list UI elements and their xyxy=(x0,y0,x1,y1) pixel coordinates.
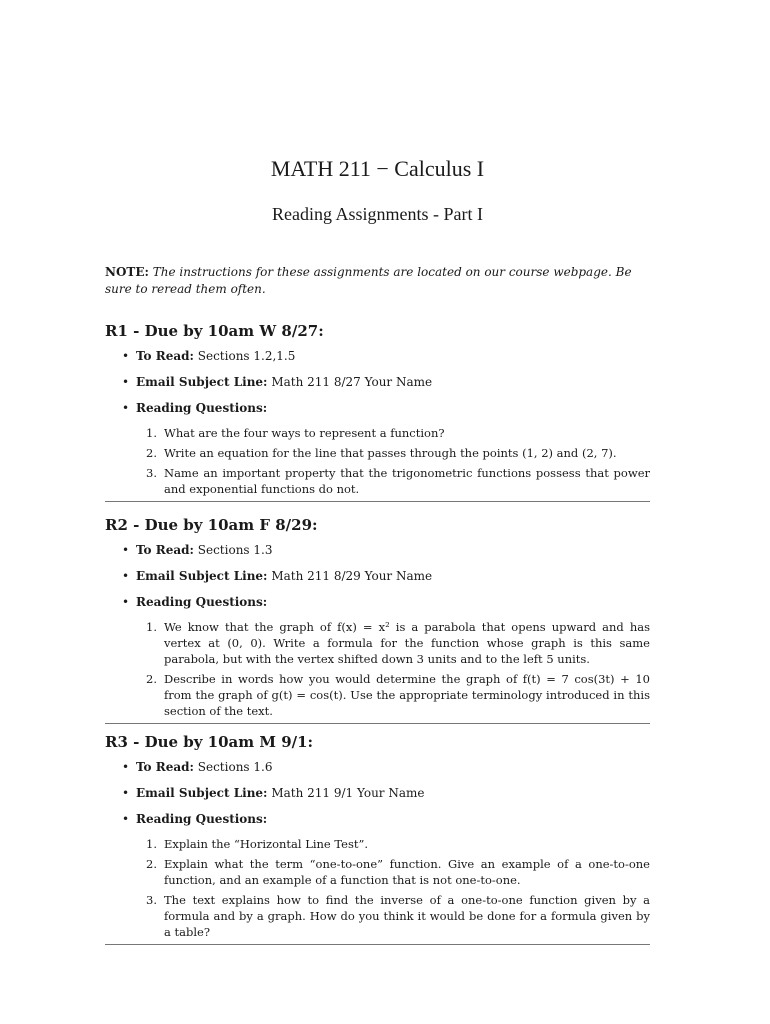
question-item: 1. What are the four ways to represent a function? xyxy=(146,426,445,440)
note-text: The instructions for these assignments are located on our course webpage. Be sure to reread them often. xyxy=(105,265,632,296)
question-list xyxy=(105,425,650,497)
subject-line-value: Math 211 8/27 Your Name xyxy=(271,375,433,389)
question-list xyxy=(105,619,650,719)
assignment-details xyxy=(105,758,650,836)
question-list xyxy=(105,836,650,940)
question-item: 1. We know that the graph of f(x) = x² is a parabola that opens upward and has vertex at (0, 0). Write a formula for the function whose graph is this same parabola, but with the vertex shifted down 3 units and to the left 5 units. xyxy=(146,620,650,666)
question-item: 2. Describe in words how you would determine the graph of f(t) = 7 cos(3t) + 10 from the graph of g(t) = cos(t). Use the appropriate terminology introduced in this section of the text. xyxy=(146,672,650,718)
questions-item: • Reading Questions: xyxy=(122,401,268,415)
section-heading: R3 - Due by 10am M 9/1: xyxy=(105,733,314,751)
to-read-label: To Read: xyxy=(136,543,194,557)
assignment-section-r1 xyxy=(105,320,650,502)
to-read-label: To Read: xyxy=(136,349,194,363)
subject-line-label: Email Subject Line: xyxy=(136,786,268,800)
to-read-item: • To Read: Sections 1.3 xyxy=(122,543,273,557)
subject-line-label: Email Subject Line: xyxy=(136,569,268,583)
assignment-section-r2 xyxy=(105,514,650,724)
questions-label: Reading Questions: xyxy=(136,595,268,609)
to-read-label: To Read: xyxy=(136,760,194,774)
questions-label: Reading Questions: xyxy=(136,401,268,415)
question-item: 3. The text explains how to find the inverse of a one-to-one function given by a formula and by a graph. How do you think it would be done for a formula given by a table? xyxy=(146,893,650,939)
subject-line-value: Math 211 9/1 Your Name xyxy=(271,786,425,800)
question-item: 1. Explain the “Horizontal Line Test”. xyxy=(146,837,369,851)
section-divider xyxy=(105,501,650,502)
assignment-section-r3 xyxy=(105,731,650,945)
subject-line-item: • Email Subject Line: Math 211 8/27 Your Name xyxy=(122,375,433,389)
subject-line-item: • Email Subject Line: Math 211 8/29 Your Name xyxy=(122,569,433,583)
questions-item: • Reading Questions: xyxy=(122,812,268,826)
page-subtitle: Reading Assignments - Part I xyxy=(272,204,483,224)
subject-line-value: Math 211 8/29 Your Name xyxy=(271,569,433,583)
to-read-item: • To Read: Sections 1.6 xyxy=(122,760,273,774)
question-item: 2. Explain what the term “one-to-one” function. Give an example of a one-to-one function, and an example of a function that is not one-to-one. xyxy=(146,857,650,887)
section-divider xyxy=(105,944,650,945)
section-heading: R2 - Due by 10am F 8/29: xyxy=(105,516,318,534)
subject-line-item: • Email Subject Line: Math 211 9/1 Your Name xyxy=(122,786,425,800)
subject-line-label: Email Subject Line: xyxy=(136,375,268,389)
questions-item: • Reading Questions: xyxy=(122,595,268,609)
assignment-details xyxy=(105,541,650,619)
note-label: NOTE: xyxy=(105,265,149,279)
questions-label: Reading Questions: xyxy=(136,812,268,826)
section-heading: R1 - Due by 10am W 8/27: xyxy=(105,322,324,340)
to-read-value: Sections 1.3 xyxy=(197,543,273,557)
note-paragraph xyxy=(105,264,650,298)
to-read-item: • To Read: Sections 1.2,1.5 xyxy=(122,349,296,363)
question-item: 3. Name an important property that the trigonometric functions possess that power and exponential functions do not. xyxy=(146,466,650,496)
to-read-value: Sections 1.2,1.5 xyxy=(197,349,296,363)
assignment-details xyxy=(105,347,650,425)
section-divider xyxy=(105,723,650,724)
page-title: MATH 211 − Calculus I xyxy=(270,156,485,181)
question-item: 2. Write an equation for the line that passes through the points (1, 2) and (2, 7). xyxy=(146,446,617,460)
to-read-value: Sections 1.6 xyxy=(197,760,273,774)
